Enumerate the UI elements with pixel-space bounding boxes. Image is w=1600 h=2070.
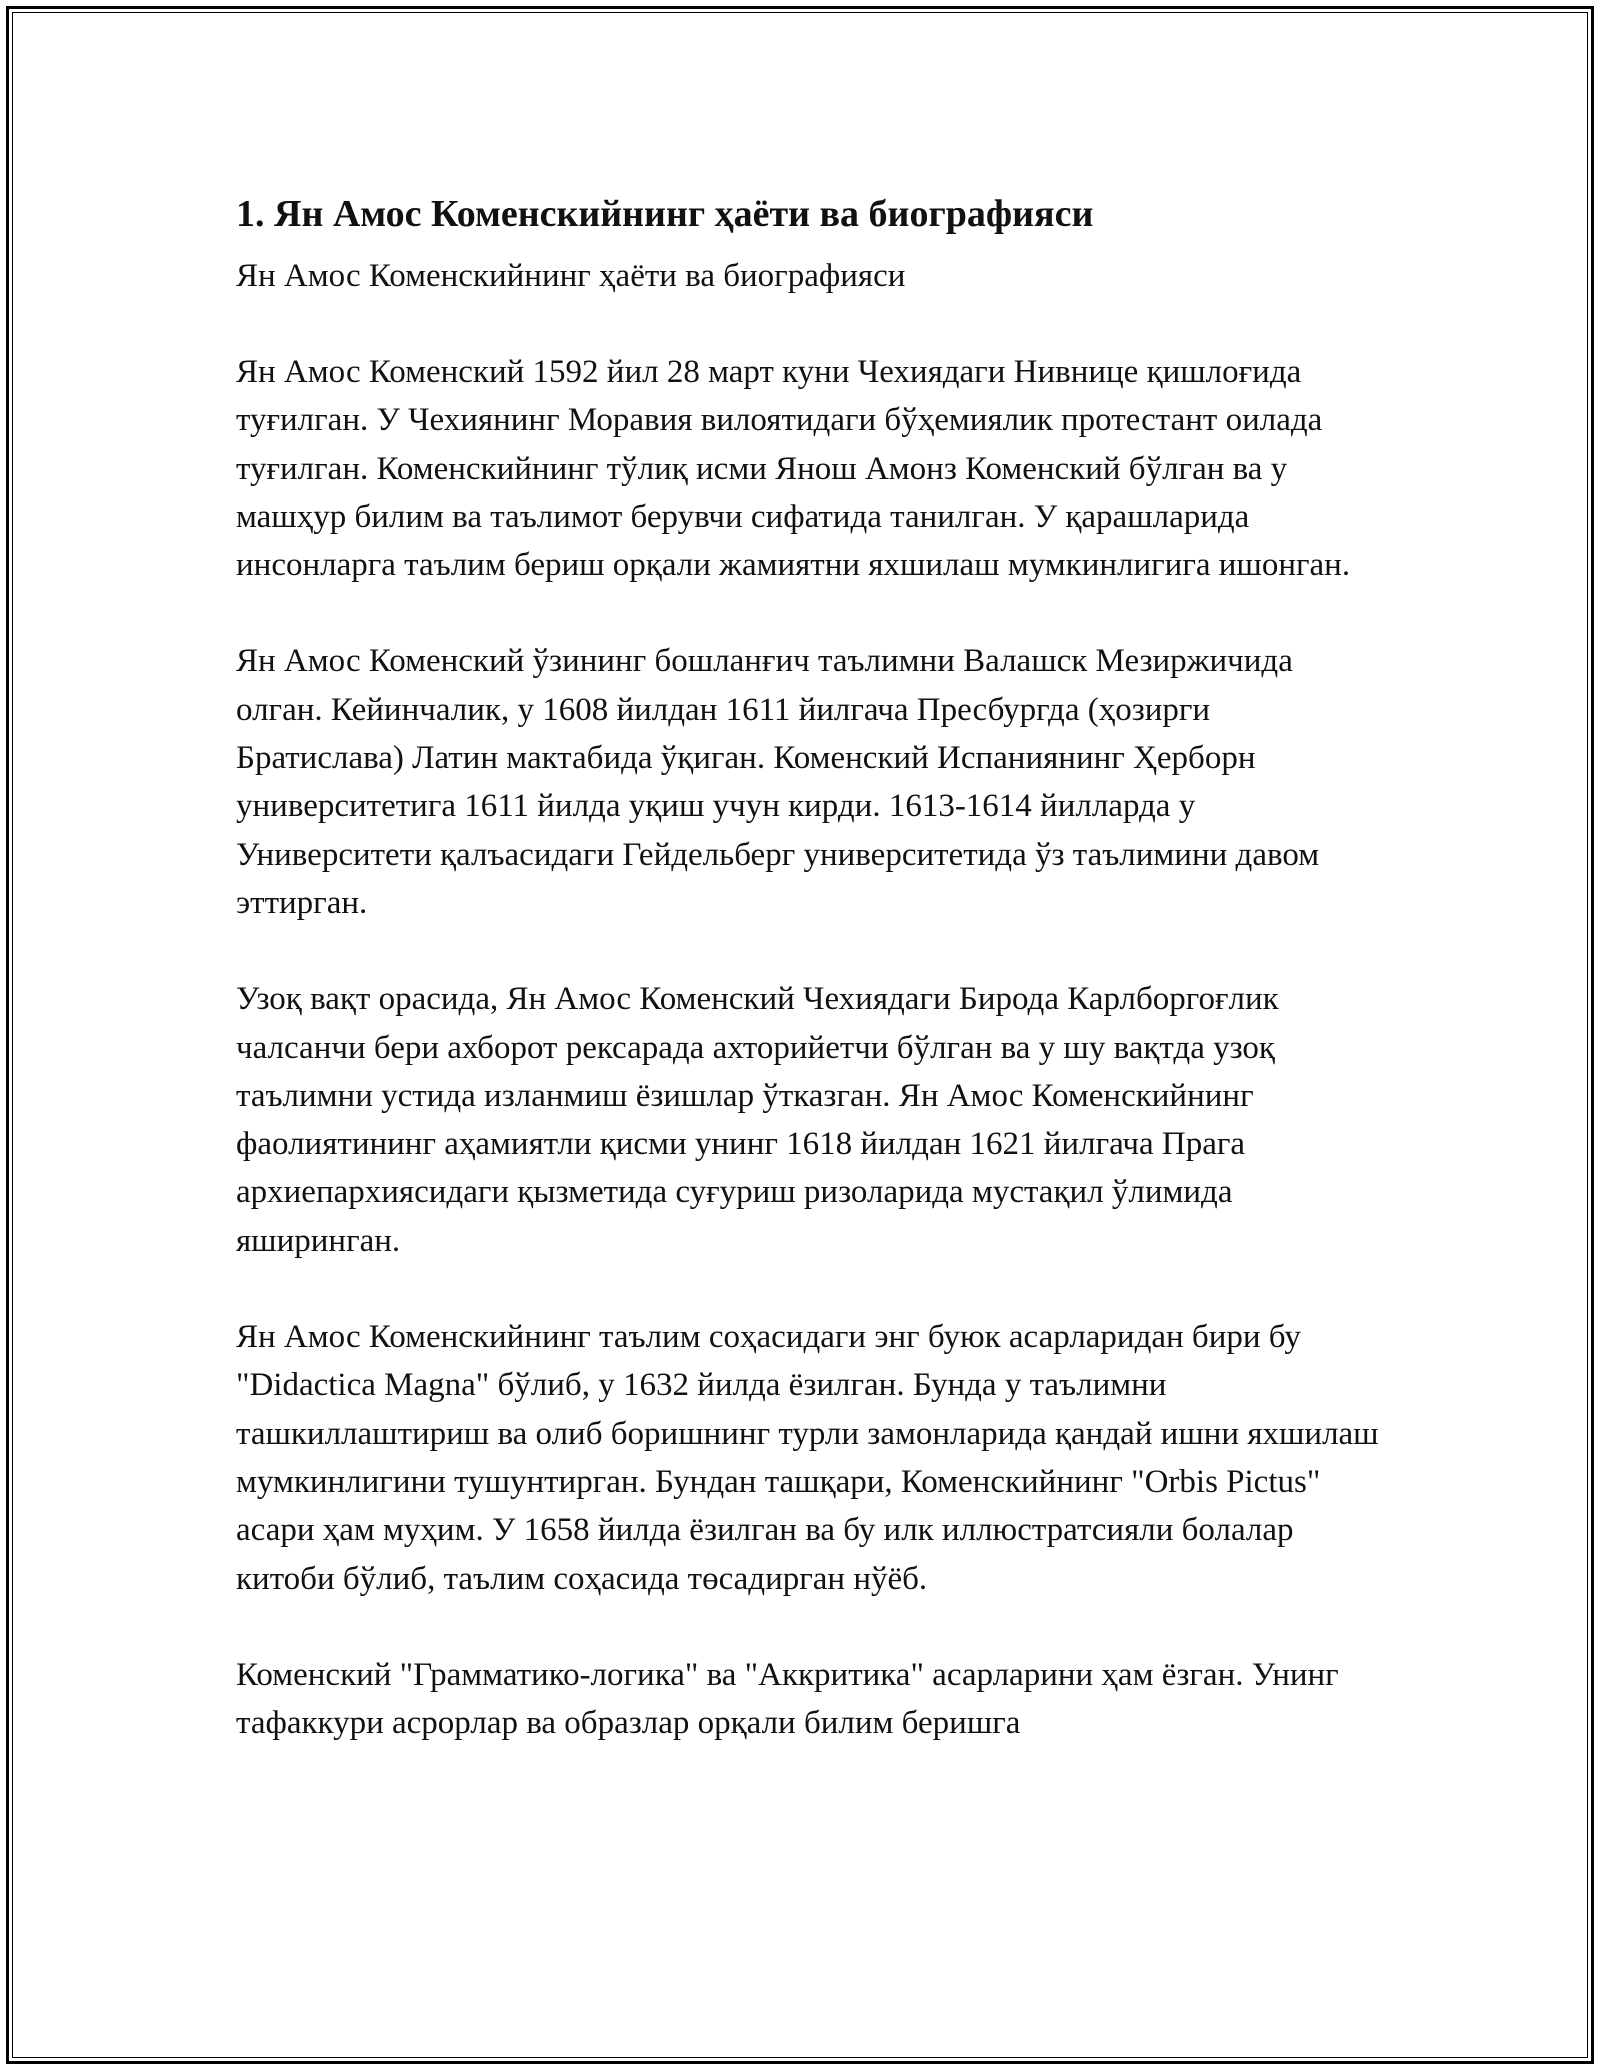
paragraph-career: Узоқ вақт орасида, Ян Амос Коменский Чехиядаги Бирода Карлборгоғлик чалсанчи бери ахборот рексарада ахторийетчи бўлган ва у шу вақтда узоқ таълимни устида изланмиш ёзишлар ўтказган. Ян Амос Коменскийнинг фаолиятининг аҳамиятли қисми унинг 1618 йилдан 1621 йилгача Прага архиепархиясидаги қызметида суғуриш ризоларида мустақил ўлимида яширинган. <box>236 981 1279 1259</box>
paragraph-education: Ян Амос Коменский ўзининг бошланғич таълимни Валашск Мезиржичида олган. Кейинчалик, у 1608 йилдан 1611 йилгача Пресбургда (ҳозирги Братислава) Латин мактабида ўқиган. Коменский Испаниянинг Ҳерборн университетига 1611 йилда уқиш учун кирди. 1613-1614 йилларда у Университети қалъасидаги Гейдельберг университетида ўз таълимини давом эттирган. <box>236 643 1320 921</box>
document-title: 1. Ян Амос Коменскийнинг ҳаёти ва биографияси <box>236 193 1094 235</box>
paragraph-other-works: Коменский "Грамматико-логика" ва "Аккритика" асарларини ҳам ёзган. Унинг тафаккури асрорлар ва образлар орқали билим беришга <box>236 1656 1339 1742</box>
paragraph-works: Ян Амос Коменскийнинг таълим соҳасидаги энг буюк асарларидан бири бу "Didactica Magna" бўлиб, у 1632 йилда ёзилган. Бунда у таълимни ташкиллаштириш ва олиб боришнинг турли замонларида қандай ишни яхшилаш мумкинлигини тушунтирган. Бундан ташқари, Коменскийнинг "Orbis Pictus" асари ҳам муҳим. У 1658 йилда ёзилган ва бу илк иллюстратсияли болалар китоби бўлиб, таълим соҳасида төсадирган нўёб. <box>236 1319 1379 1597</box>
document-subtitle: Ян Амос Коменскийнинг ҳаёти ва биографияси <box>236 258 906 294</box>
document-body <box>236 186 1386 1747</box>
paragraph-birth: Ян Амос Коменский 1592 йил 28 март куни Чехиядаги Нивнице қишлоғида туғилган. У Чехиянинг Моравия вилоятидаги бўҳемиялик протестант оилада туғилган. Коменскийнинг тўлиқ исми Янош Амонз Коменский бўлган ва у машҳур билим ва таълимот берувчи сифатида танилган. У қарашларида инсонларга таълим бериш орқали жамиятни яхшилаш мумкинлигига ишонган. <box>236 354 1351 584</box>
